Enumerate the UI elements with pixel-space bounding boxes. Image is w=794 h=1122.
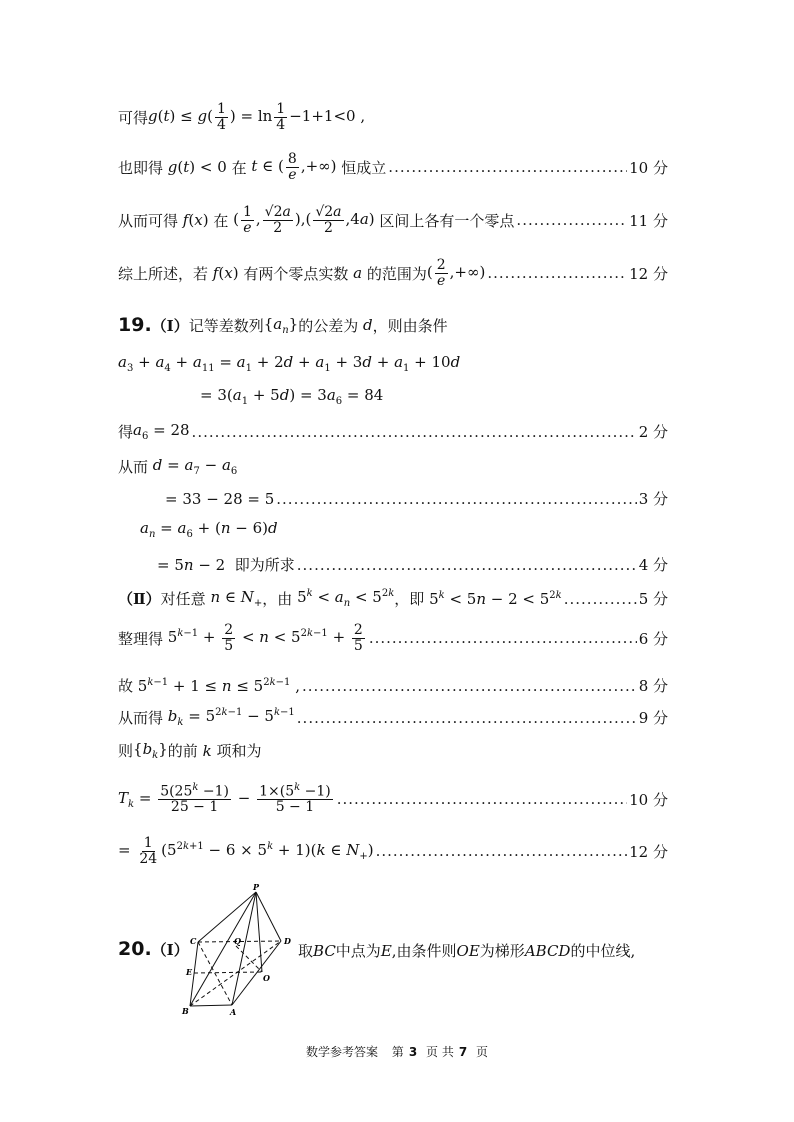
total-pages: 7	[458, 1045, 468, 1059]
score: 10 分	[629, 158, 668, 177]
formula-sum-2: = $3(a_1 + 5d) = 3a_6 = 84$	[200, 386, 384, 407]
line-sum-intro: 则 $\{b_k\}$ 的前 k 项和为	[118, 740, 262, 761]
formula-sum: $a_3 + a_4 + a_{11} = a_1 + 2d + a_1 + 3d + a_1 + 10d$	[118, 353, 461, 374]
label-Q: Q	[234, 936, 241, 946]
pyramid-figure	[178, 884, 296, 1016]
q19-part2: （Ⅱ） 对任意 n ∈ $N_+$ ，由 $5^k < a_n < 5^{2k}$ ，即 $5^k < 5n - 2 < 5^{2k}$ ..... 5 分	[118, 588, 668, 609]
label-P: P	[253, 884, 260, 892]
line-an-value: = 5n − 2 即为所求 ..... 4 分	[157, 554, 668, 575]
line-conclusion: 综上所述，若 f(x) 有两个零点实数 a 的范围为 ( $\frac{2}{e}$ ,+∞) ..... 12 分	[118, 258, 668, 288]
line-d: 从而 $d = a_7 - a_6$	[118, 456, 238, 477]
line-prefix: 可得	[118, 108, 149, 127]
label-D: D	[284, 936, 291, 946]
line-a6: 得 $a_6 = 28$ ..... 2 分	[118, 421, 668, 442]
line-d-value: = 33 − 28 = 5 ..... 3 分	[165, 488, 668, 509]
label-C: C	[190, 936, 197, 946]
question-number: 19.	[118, 314, 152, 336]
line-an: $a_n = a_6 + (n - 6)d$	[140, 519, 278, 540]
page-number: 3	[408, 1045, 418, 1059]
label-A: A	[230, 1007, 237, 1016]
label-O: O	[263, 973, 270, 983]
leader-dots	[388, 158, 627, 176]
formula: g(t) ≤ g( $\frac{1}{4}$ ) = ln $\frac{1}{4}$ −1+1<0 ,	[148, 101, 366, 133]
line-Tk: $T_k$ = $\frac{5(25^k -1)}{25 - 1}$ − $\frac{1\times(5^k -1)}{5 - 1}$ ..... 10 分	[118, 783, 668, 815]
line-g-bound	[118, 102, 668, 132]
line-bk: 从而得 $b_k = 5^{2k-1} - 5^{k-1}$ ..... 9 分	[118, 707, 668, 728]
line-g-negative: 也即得 g(t) < 0 在 t ∈ ( $\frac{8}{e}$ ,+∞) 恒成立 ..... 10 分	[118, 152, 668, 182]
footer-title: 数学参考答案	[305, 1045, 378, 1059]
q20-text: 取 BC 中点为 E ,由条件则 OE 为梯形 ABCD 的中位线,	[298, 941, 636, 960]
line-prefix: 也即得	[118, 158, 164, 177]
q19-header: 19. （Ⅰ） 记等差数列 $\{a_n\}$ 的公差为 d ，则由条件	[118, 314, 448, 336]
line-Tk-result: = $\frac{1}{24}$ $(5^{2k+1} - 6 \times 5^k + 1)(k$ ∈ $N_+$) ..... 12 分	[118, 836, 668, 866]
page-footer: 数学参考答案 第 3 页 共 7 页	[305, 1045, 489, 1059]
q20-header: 20. （Ⅰ）	[118, 938, 189, 960]
line-rearrange: 整理得 $5^{k-1}$ + $\frac{2}{5}$ < $n < 5^{2k-1}$ + $\frac{2}{5}$ ..... 6 分	[118, 623, 668, 653]
line-zero-intervals: 从而可得 f(x) 在 ( $\frac{1}{e}$ , $\frac{√2a}{2}$ ),( $\frac{√2a}{2}$ ,4a) 区间上各有一个零点 ..... 11 分	[118, 205, 668, 235]
label-B: B	[182, 1006, 189, 1016]
line-therefore: 故 $5^{k-1} + 1 \le n \le 5^{2k-1}$ , ..... 8 分	[118, 675, 668, 696]
label-E: E	[186, 967, 193, 977]
